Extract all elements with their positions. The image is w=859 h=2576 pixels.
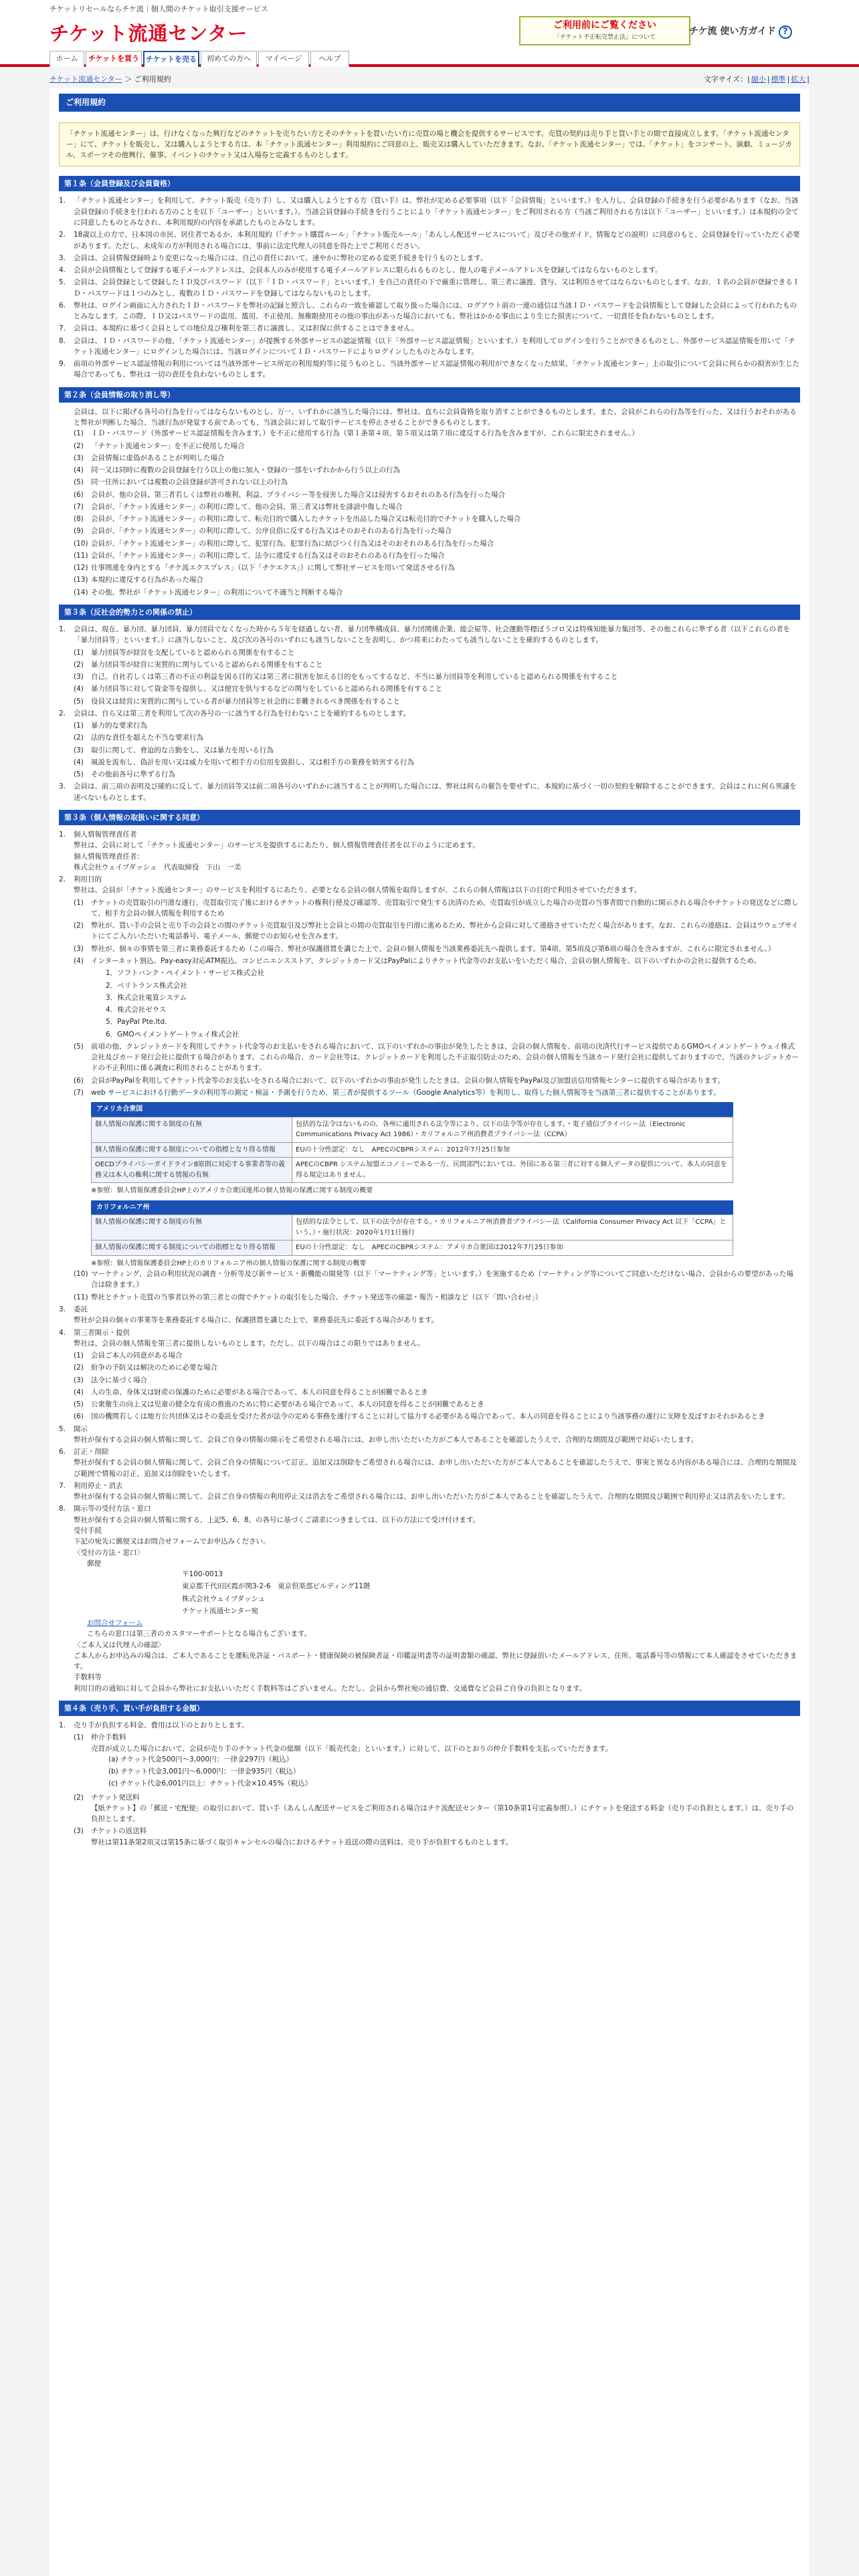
item-text: 下記の宛先に郵便又はお問合せフォームでお申込みください。: [74, 1537, 270, 1546]
item-text: 〈ご本人又は代理人の確認〉: [74, 1640, 165, 1649]
list-item: (1) 暴力的な要求行為: [74, 720, 800, 731]
list-item: 8. 会員は、ＩＤ・パスワードの他、「チケット流通センター」が提携する外部サービスの認証情報（以下「外部サービス認証情報」といいます。）を利用してログインを行うことができるものとし、外部サービス認証情報を用いて「チケット流通センター」にログインした場合には、当該ログインについてＩＤ・パスワードによりログインしたものとみなします。: [59, 336, 800, 358]
list-item: (1) 会員ご本人の同意がある場合: [74, 1350, 800, 1361]
item-text: 前項の外部サービス認証情報の利用については当該外部サービス所定の利用規約等に従うものとし、当該外部サービス認証情報の利用ができなくなった結果、「チケット流通センター」上の取引について会員に何らかの損害が生じた場合であっても、弊社は一切の責任を負わないものとします。: [74, 360, 799, 379]
site-tagline: チケットリセールならチケ流｜個人間のチケット取引支援サービス: [0, 0, 859, 16]
tab-home[interactable]: ホーム: [50, 51, 84, 67]
list-item: 2. 18歳以上の方で、日本国の市民、居住者であるか、本利用規約（「チケット購買ルール」「チケット販売ルール」「あんしん配送サービスについて」及びその他ガイド、情報などの説明）に同意のもと、会員登録を行っていただく必要があります。ただし、未成年の方が利用される場合には、事前に法定代理人の同意を得た上でご利用ください。: [59, 229, 800, 251]
item-text: 弊社が、個々の事情を第三者に業務委託するため（この場合、弊社が保護措置を講じた上で、会員の個人情報を当該業務委託先へ提供します。第4項、第5項及び第6項の場合を含みますが、これらに限定されません。）: [91, 944, 775, 953]
item-text: 利用目的の通知に対して会員から弊社にお支払いいただく手数料等はございません。ただし、会員から弊社宛の通信費、交通費など会員ご自身の負担となります。: [74, 1684, 587, 1693]
font-size-control: 文字サイズ：| 縮小 | 標準 | 拡大 |: [704, 75, 809, 84]
postal-address: [167, 1569, 800, 1616]
section-heading: 第２条（会員情報の取り消し等）: [59, 387, 800, 403]
list-item: (3) チケットの返送料 弊社は第11条第2項又は第15条に基づく取引キャンセルの場合におけるチケット返送の際の送料は、売り手が負担するものとします。: [74, 1826, 800, 1848]
item-text: 株式会社ウェイブダッシュ: [182, 1594, 266, 1603]
item-text: 国の機関若しくは地方公共団体又はその委託を受けた者が法令の定める事務を遂行することに対して協力する必要がある場合であって、本人の同意を得ることにより当該事務の遂行に支障を及ぼすおそれがあるとき: [91, 1412, 765, 1421]
table-header-cell: 個人情報の保護に関する制度の有無: [92, 1117, 292, 1142]
intro-box: 「チケット流通センター」は、行けなくなった興行などのチケットを売りたい方とそのチケットを買いたい方に売買の場と機会を提供するサービスです。売買の契約は売り手と買い手との間で直接成立します。「チケット流通センター」にて、チケットを販売し、又は購入しようとする方は、本「チケット流通センター」利用規約にご同意の上、販売又は購入していただきます。なお、「チケット流通センター」では、「チケット」をコンサート、演劇、ミュージカル、スポーツその他興行、催事、イベントのチケット又は入場券と定義するものとします。: [59, 122, 800, 167]
list-item: (6) 国の機関若しくは地方公共団体又はその委託を受けた者が法令の定める事務を遂行することに対して協力する必要がある場合であって、本人の同意を得ることにより当該事務の遂行に支障を及ぼすおそれがあるとき: [74, 1411, 800, 1422]
item-text: (b) チケット代金3,001円〜6,000円：一律金935円（税込）: [108, 1767, 300, 1776]
table-row: [92, 1215, 733, 1241]
notice-title: ご利用前にご覧ください: [553, 20, 656, 31]
list-item: [91, 992, 800, 1003]
item-text: こちらの窓口は第三者のカスタマーサポートとなる場合もございます。: [87, 1630, 312, 1638]
item-text: 5．PayPal Pte.ltd.: [106, 1018, 167, 1027]
item-text: ご本人からお申込みの場合は、ご本人であることを運転免許証・パスポート・健康保険の被保険者証・印鑑証明書等の証明書類の確認、弊社に登録頂いたメールアドレス、住所、電話番号等の情報にて本人確認をさせていただきます。: [74, 1651, 797, 1671]
item-text: 会員が、他の会員、第三者若しくは弊社の権利、利益、プライバシー等を侵害した場合又は侵害するおそれのある行為を行った場合: [91, 490, 505, 499]
item-text: 弊社は、会員が「チケット流通センター」のサービスを利用するにあたり、必要となる会員の個人情報を取得しますが、これらの個人情報は以下の目的で利用させていただきます。: [74, 886, 642, 895]
list-item: [91, 1004, 800, 1015]
item-text: 暴力的な要求行為: [91, 722, 147, 730]
fee-list: [91, 1754, 800, 1790]
table-caption: カリフォルニア州: [91, 1200, 733, 1215]
section-2-list: [74, 428, 800, 598]
item-text: その他、弊社が「チケット流通センター」の利用について不適当と判断する場合: [91, 588, 343, 597]
item-text: 〈受付の方法・窓口〉: [74, 1548, 144, 1557]
list-item: 9. 前項の外部サービス認証情報の利用については当該外部サービス所定の利用規約等に従うものとし、当該外部サービス認証情報の利用ができなくなった結果、「チケット流通センター」上の取引について会員に何らかの損害が生じた場合であっても、弊社は一切の責任を負わないものとします。: [59, 358, 800, 381]
item-text: 郵便: [87, 1559, 101, 1568]
guide-link[interactable]: [689, 24, 792, 39]
item-heading: 第三者開示・提供: [74, 1328, 130, 1337]
list-item: (13) 本規約に違反する行為があった場合: [74, 574, 800, 585]
list-item: (5) 前項の他、クレジットカードを利用してチケット代金等のお支払いをされる場合において、以下のいずれかの事由が発生したときは、会員の個人情報を、前項の決済代行サービス提供であるGMOペイメントゲートウェイ株式会社及びカード発行会社に提供する場合があります。これらの場合、カード会社等は、クレジットカードを利用した不正取引防止のため、会員の個人情報を当該カード発行会社に提供しておりますので、当該のクレジットカードの不正利用に係る調査に利用されることがあります。: [74, 1041, 800, 1074]
item-text: ＩＤ・パスワード（外部サービス認証情報を含みます。）を不正に使用する行為（第１条第４項、第５項又は第７項に違反する行為を含みますが、これらに限定されません。）: [91, 429, 639, 438]
item-heading: 訂正・削除: [74, 1448, 109, 1457]
item-heading: 仲介手数料: [91, 1733, 126, 1742]
item-text: (c) チケット代金6,001円以上：チケット代金×10.45%（税込）: [108, 1780, 312, 1788]
item-text: マーケティング、会員の利用状況の調査・分析等及び新サービス・新機能の開発等（以下「マーケティング等」といいます。）を実施するため（マーケティング等についてご同意いただけない場合、会員からの要望があった場合は除きます。）: [91, 1270, 793, 1289]
item-text: 取引に関して、脅迫的な言動をし、又は暴力を用いる行為: [91, 746, 274, 754]
item-text: 「チケット流通センター」を利用して、チケット販売（売り手）し、又は購入しようとする方（買い手）は、弊社が定める必要事項（以下「会員情報」といいます。）を入力し、会員登録の手続きを行う必要があります（なお、当該会員登録の手続きを行われる方のことを以下「ユーザー」といいます。）。当該会員登録の手続きを行うことにより「チケット流通センター」をご利用される方（当該ご利用される方は以下「ユーザー」といいます。）は本規約の全てに同意したものとみなされ、本利用規約の内容を承諾したものとみなします。: [74, 197, 799, 227]
item-heading: 個人情報管理責任者: [74, 831, 137, 839]
item-text: 会員ご本人の同意がある場合: [91, 1352, 183, 1360]
tab-buy[interactable]: チケットを買う: [86, 51, 142, 67]
item-heading: 委託: [74, 1305, 88, 1313]
item-text: 会員情報に虚偽があることが判明した場合: [91, 453, 225, 462]
item-text: 会員が、「チケット流通センター」の利用に際して、犯罪行為、犯罪行為に結びつく行為又はそのおそれのある行為を行った場合: [91, 539, 494, 548]
notice-subtitle: 「チケット不正転売禁止法」について: [553, 33, 656, 41]
section-3-sublist: [74, 720, 800, 780]
section-heading: 第３条（反社会的勢力との関係の禁止）: [59, 605, 800, 620]
item-text: 〒100-0013: [182, 1570, 223, 1579]
item-text: 東京都千代田区霞が関3-2-6 東京倶楽部ビルディング11階: [182, 1582, 371, 1591]
list-item: 1. 個人情報管理責任者 弊社は、会員に対して「チケット流通センター」のサービスを提供するにあたり、個人情報管理責任者を以下のように定めます。 個人情報管理責任者： 株式会社ウェイブダッシュ 代表取締役 下山 一美: [59, 829, 800, 873]
breadcrumb-home[interactable]: チケット流通センター: [50, 75, 122, 84]
list-item: (10) マーケティング、会員の利用状況の調査・分析等及び新サービス・新機能の開発等（以下「マーケティング等」といいます。）を実施するため（マーケティング等についてご同意いただけない場合、会員からの要望があった場合は除きます。）: [74, 1269, 800, 1291]
list-item: (2) 紛争の予防又は解決のために必要な場合: [74, 1362, 800, 1373]
list-item: 7. 会員は、本規約に基づく会員としての地位及び権利を第三者に譲渡し、又は担保に供することはできません。: [59, 323, 800, 334]
item-text: チケット流通センター宛: [182, 1606, 259, 1615]
list-item: 7. 利用停止・消去 弊社が保有する会員の個人情報に関して、会員ご自身の情報の利用停止又は消去をご希望される場合には、お申し出いただいた方がご本人であることを確認したうえで、合理的な期間及び範囲で利用停止又は消去をいたします。: [59, 1481, 800, 1503]
table-header-cell: 個人情報の保護に関する制度についての指標となり得る情報: [92, 1241, 292, 1256]
item-heading: 受付手続: [74, 1527, 102, 1535]
item-text: 18歳以上の方で、日本国の市民、居住者であるか、本利用規約（「チケット購買ルール」「チケット販売ルール」「あんしん配送サービスについて」及びその他ガイド、情報などの説明）に同意のもと、会員登録を行っていただく必要があります。ただし、未成年の方が利用される場合には、事前に法定代理人の同意を得た上でご利用ください。: [74, 231, 800, 250]
list-item: (8) 会員が、「チケット流通センター」の利用に際して、転売目的で購入したチケットを出品した場合又は転売目的でチケットを購入した場合: [74, 514, 800, 524]
item-text: 売買が成立した場合において、会員が売り手のチケット代金の総額（以下「販売代金」といいます。）に対して、以下のとおりの仲介手数料を支払っていただきます。: [91, 1744, 613, 1753]
list-item: 3. 会員は、会員情報登録時より変更になった場合には、自己の責任において、速やかに弊社の定める変更手続きを行うものとします。: [59, 253, 800, 263]
list-item: (2) 法的な責任を超えた不当な要求行為: [74, 732, 800, 743]
list-item: [167, 1581, 800, 1592]
item-text: 弊社が保有する会員の個人情報に関する、上記5、6、8、の各号に基づくご請求につきましては、以下の方法にて受け付けます。: [74, 1515, 480, 1524]
item-text: 暴力団員等に対して資金等を提供し、又は便宜を供与するなどの関与をしていると認められる関係を有すること: [91, 685, 442, 693]
list-item: (11) 弊社とチケット売買の当事者以外の第三者との間でチケットの取引をした場合、チケット発送等の確認・報告・相談など（以下「問い合わせ」）: [74, 1292, 800, 1303]
item-text: (a) チケット代金500円〜3,000円：一律金297円（税込）: [108, 1755, 294, 1763]
list-item: 4. 第三者開示・提供 弊社は、会員の個人情報を第三者に提供しないものとします。ただし、以下の場合はこの限りではありません。: [59, 1327, 800, 1350]
list-item: (4) インターネット割込、Pay-easy対応ATM振込、コンビニエンスストア、クレジットカード又はPayPalによりチケット代金等のお支払いをいただく場合、会員の個人情報を、以下のいずれかの会社に提供するため。: [74, 956, 800, 966]
item-text: web サービスにおける行動データの利用等の測定・検証・予測を行うため、第三者が提供するツール（Google Analytics等）を利用し、取得した個人情報等を当該第三者に提供することがあります。: [91, 1088, 721, 1097]
item-text: 弊社が保有する会員の個人情報に関して、会員ご自身の情報の開示をご希望される場合には、お申し出いただいた方がご本人であることを確認したうえで、合理的な期間及び範囲で対応いたします。: [74, 1435, 698, 1444]
item-text: 株式会社ウェイブダッシュ 代表取締役 下山 一美: [74, 863, 242, 871]
item-text: 暴力団員等が経営を支配していると認められる関係を有すること: [91, 648, 295, 657]
list-item: (14) その他、弊社が「チケット流通センター」の利用について不適当と判断する場合: [74, 587, 800, 598]
tab-mypage[interactable]: マイページ: [258, 51, 309, 67]
item-text: 会員は、会員情報登録時より変更になった場合には、自己の責任において、速やかに弊社の定める変更手続きを行うものとします。: [74, 253, 488, 262]
table-cell: 包括的な法令として、以下の法令が存在する。・カリフォルニア州消費者プライバシー法（California Consumer Privacy Act 以下「CCPA」という。）・施行状況：2020年1月1日施行: [292, 1215, 733, 1241]
list-item: (5) 同一住所においては複数の会員登録が許可されない以上の行為: [74, 477, 800, 488]
section-1-list: [59, 195, 800, 380]
item-text: 前項の他、クレジットカードを利用してチケット代金等のお支払いをされる場合において、以下のいずれかの事由が発生したときは、会員の個人情報を、前項の決済代行サービス提供であるGMOペイメントゲートウェイ株式会社及びカード発行会社に提供する場合があります。これらの場合、カード会社等は、クレジットカードを利用した不正取引防止のため、会員の個人情報を当該カード発行会社に提供しておりますので、当該のクレジットカードの不正利用に係る調査に利用されることがあります。: [91, 1042, 799, 1073]
table-header-cell: 個人情報の保護に関する制度の有無: [92, 1215, 292, 1241]
list-item: (3) 弊社が、個々の事情を第三者に業務委託するため（この場合、弊社が保護措置を講じた上で、会員の個人情報を当該業務委託先へ提供します。第4項、第5項及び第6項の場合を含みますが、これらに限定されません。）: [74, 944, 800, 954]
list-item: (10) 会員が、「チケット流通センター」の利用に際して、犯罪行為、犯罪行為に結びつく行為又はそのおそれのある行為を行った場合: [74, 538, 800, 549]
list-item: 5. 会員は、会員登録として登録したＩＤ及びパスワード（以下「ＩＤ・パスワード」といいます。）を自己の責任の下で厳重に管理し、第三者に譲渡、貸与、又は利用させてはならないものとします。なお、１名の会員が登録できるＩＤ・パスワードは１つのみとし、複数のＩＤ・パスワードを登録してはならないものとします。: [59, 277, 800, 299]
page-title: ご利用規約: [59, 94, 800, 112]
item-text: 弊社が保有する会員の個人情報に関して、会員ご自身の情報の利用停止又は消去をご希望される場合には、お申し出いただいた方がご本人であることを確認したうえで、合理的な期間及び範囲で利用停止又は消去をいたします。: [74, 1493, 789, 1501]
item-text: 会員は、前三項の表明及び確約に反して、暴力団員等又は前二項各号のいずれかに該当することが判明した場合には、弊社は何らの催告を要せずに、本規約に基づく一切の契約を解除することができます。会員はこれに何ら異議を述べないものとします。: [74, 782, 797, 802]
item-text: 本規約に違反する行為があった場合: [91, 576, 203, 584]
list-item: (3) 自己、自社若しくは第三者の不正の利益を図る目的又は第三者に損害を加える目的をもってするなど、不当に暴力団員等を利用していると認められる関係を有すること: [74, 671, 800, 682]
item-text: その他前各号に準ずる行為: [91, 770, 175, 779]
tab-beginners[interactable]: 初めての方へ: [201, 51, 257, 67]
item-text: 法的な責任を超えた不当な要求行為: [91, 734, 203, 742]
tab-help[interactable]: ヘルプ: [310, 51, 349, 67]
section-3-sublist: [74, 647, 800, 707]
table-header-cell: 個人情報の保護に関する制度についての指標となり得る情報: [92, 1142, 292, 1158]
font-small-button[interactable]: 縮小: [751, 75, 766, 84]
item-text: 会員は、ＩＤ・パスワードの他、「チケット流通センター」が提携する外部サービスの認証情報（以下「外部サービス認証情報」といいます。）を利用してログインを行うことができるものとし、外部サービス認証情報を用いて「チケット流通センター」にログインした場合には、当該ログインについてＩＤ・パスワードによりログインしたものとみなします。: [74, 336, 795, 356]
item-text: 4．株式会社ゼウス: [106, 1006, 167, 1014]
purpose-list: [74, 897, 800, 967]
section-heading: 第１条（会員登録及び会員資格）: [59, 176, 800, 191]
font-standard-button[interactable]: 標準: [771, 75, 786, 84]
item-text: 弊社は、会員に対して「チケット流通センター」のサービスを提供するにあたり、個人情報管理責任者を以下のように定めます。: [74, 841, 480, 850]
item-text: 法令に基づく場合: [91, 1376, 147, 1384]
table-cell: 包括的な法令はないものの、各州に適用される法令等により、以下の法令等が存在します。・電子通信プライバシー法（Electronic Communications Privacy Act 1986）・カリフォルニア州消費者プライバシー法（CCPA）: [292, 1117, 733, 1142]
list-item: 3. 会員は、前三項の表明及び確約に反して、暴力団員等又は前二項各号のいずれかに該当することが判明した場合には、弊社は何らの催告を要せずに、本規約に基づく一切の契約を解除することができます。会員はこれに何ら異議を述べないものとします。: [59, 781, 800, 803]
item-heading: 開示: [74, 1424, 88, 1433]
item-heading: 開示等の受付方法・窓口: [74, 1505, 151, 1513]
item-text: インターネット割込、Pay-easy対応ATM振込、コンビニエンスストア、クレジットカード又はPayPalによりチケット代金等のお支払いをいただく場合、会員の個人情報を、以下のいずれかの会社に提供するため。: [91, 956, 761, 965]
item-text: 会員が会員情報として登録する電子メールアドレスは、会員本人のみが使用する電子メールアドレスに限られるものとし、他人の電子メールアドレスを登録してはならないものとします。: [74, 266, 662, 275]
notice-banner[interactable]: [519, 16, 690, 45]
list-item: (5) 役員又は経営に実質的に関与している者が暴力団員等と社会的に非難されるべき関係を有すること: [74, 696, 800, 707]
list-item: [167, 1594, 800, 1604]
item-text: 仕事関連を身内とする「チケ流エクスプレス」（以下「チケエクス」）に関して弊社サービスを用いて発送させる行為: [91, 564, 455, 572]
section-heading: 第４条（売り手、買い手が負担する金額）: [59, 1701, 800, 1716]
item-text: 会員が、「チケット流通センター」の利用に際して、法令に違反する行為又はそのおそれのある行為を行った場合: [91, 551, 445, 560]
item-text: 個人情報管理責任者：: [74, 852, 144, 861]
font-large-button[interactable]: 拡大: [791, 75, 806, 84]
list-item: (4) 同一又は同時に複数の会員登録を行う以上の他に加入・登録の一部をいずれかから行う以上の行為: [74, 465, 800, 475]
third-party-list: [74, 1350, 800, 1422]
list-item: (3) 法令に基づく場合: [74, 1375, 800, 1386]
item-text: 弊社が会員の個々の事業等を業務委託する場合に、保護措置を講じた上で、業務委託先に委託する場合があります。: [74, 1316, 438, 1325]
item-text: 2．ベリトランス株式会社: [106, 981, 187, 990]
item-text: 人の生命、身体又は財産の保護のために必要がある場合であって、本人の同意を得ることが困難であるとき: [91, 1388, 428, 1396]
item-text: 会員が、「チケット流通センター」の利用に際して、公序良俗に反する行為又はそのおそれのある行為を行った場合: [91, 527, 452, 536]
list-item: (2) 「チケット流通センター」を不正に使用した場合: [74, 441, 800, 451]
site-header: [0, 16, 859, 49]
list-item: 2. 会員は、自ら又は第三者を利用して次の各号の一に該当する行為を行わないことを確約するものとします。: [59, 708, 800, 719]
list-item: (4) 風説を流布し、偽計を用い又は威力を用いて相手方の信用を毀損し、又は相手方の業務を妨害する行為: [74, 757, 800, 768]
guide-label: チケ流 使い方ガイド: [689, 26, 776, 37]
list-item: (3) 取引に関して、脅迫的な言動をし、又は暴力を用いる行為: [74, 745, 800, 756]
list-item: (6) 会員がPayPalを利用してチケット代金等のお支払いをされる場合において、以下のいずれかの事由が発生したときは、会員の個人情報をPayPal及び加盟店信用情報センターに提供する場合があります。: [74, 1075, 800, 1086]
table-caption: アメリカ合衆国: [91, 1102, 733, 1117]
reference-link[interactable]: ※参照：個人情報保護委員会HP上のカリフォルニア州の個人情報の保護に関する制度の概要: [91, 1259, 367, 1267]
item-text: 会員がPayPalを利用してチケット代金等のお支払いをされる場合において、以下のいずれかの事由が発生したときは、会員の個人情報をPayPal及び加盟店信用情報センターに提供する場合があります。: [91, 1076, 725, 1085]
contact-form-link[interactable]: お問合せフォーム: [87, 1619, 143, 1628]
item-text: 会員は、自ら又は第三者を利用して次の各号の一に該当する行為を行わないことを確約するものとします。: [74, 709, 411, 718]
list-item: (2) 弊社が、買い手の会員と売り手の会員との間のチケット売買取引及び弊社と会員との間の売買取引を円滑に進めるため、弊社から会員に対して連絡させていただく場合があります。なお、これらの連絡は、会員はウウェブサイトにてご入力いただいた電話番号、電子メール、郵便でのお知らせを含みます。: [74, 920, 800, 942]
item-text: 自己、自社若しくは第三者の不正の利益を図る目的又は第三者に損害を加える目的をもってするなど、不当に暴力団員等を利用していると認められる関係を有すること: [91, 673, 618, 681]
list-item: (7) web サービスにおける行動データの利用等の測定・検証・予測を行うため、第三者が提供するツール（Google Analytics等）を利用し、取得した個人情報等を当該第三者に提供することがあります。: [74, 1087, 800, 1098]
site-logo[interactable]: チケット流通センター: [50, 22, 248, 45]
country-table: [91, 1102, 733, 1183]
item-text: 会員は、現在、暴力団、暴力団員、暴力団員でなくなった時から５年を経過しない者、暴力団準構成員、暴力団関係企業、総会屋等、社会運動等標ぼうゴロ又は特殊知能暴力集団等、その他これらに準ずる者（以下これらの者を「暴力団員等」といいます。）に該当しないこと、及び次の各号のいずれにも該当しないことを表明し、かつ将来にわたっても該当しないことを確約するものとします。: [74, 625, 790, 645]
list-item: [91, 1766, 800, 1777]
item-text: 暴力団員等が経営に実質的に関与していると認められる関係を有すること: [91, 660, 323, 669]
list-item: 1. 会員は、現在、暴力団、暴力団員、暴力団員でなくなった時から５年を経過しない者、暴力団準構成員、暴力団関係企業、総会屋等、社会運動等標ぼうゴロ又は特殊知能暴力集団等、その他これらに準ずる者（以下これらの者を「暴力団員等」といいます。）に該当しないこと、及び次の各号のいずれにも該当しないことを表明し、かつ将来にわたっても該当しないことを確約するものとします。: [59, 624, 800, 646]
help-circle-icon: ?: [779, 25, 792, 39]
terms-content: [50, 88, 809, 2576]
item-heading: 利用目的: [74, 875, 102, 884]
list-item: 4. 会員が会員情報として登録する電子メールアドレスは、会員本人のみが使用する電子メールアドレスに限られるものとし、他人の電子メールアドレスを登録してはならないものとします。: [59, 265, 800, 276]
table-row: [92, 1142, 733, 1158]
table-row: [92, 1158, 733, 1183]
list-item: 1. 「チケット流通センター」を利用して、チケット販売（売り手）し、又は購入しようとする方（買い手）は、弊社が定める必要事項（以下「会員情報」といいます。）を入力し、会員登録の手続きを行う必要があります（なお、当該会員登録の手続きを行われる方のことを以下「ユーザー」といいます。）。当該会員登録の手続きを行うことにより「チケット流通センター」をご利用される方（当該ご利用される方は以下「ユーザー」といいます。）は本規約の全てに同意したものとみなされ、本利用規約の内容を承諾したものとみなします。: [59, 195, 800, 228]
list-item: 6. 訂正・削除 弊社が保有する会員の個人情報に関して、会員ご自身の情報について訂正、追加又は削除をご希望される場合には、お申し出いただいた方がご本人であることを確認したうえで、事実と異なる内容がある場合には、合理的な期間及び範囲で情報の訂正、追加又は削除をいたします。: [59, 1446, 800, 1479]
item-text: 弊社は、会員の個人情報を第三者に提供しないものとします。ただし、以下の場合はこの限りではありません。: [74, 1339, 425, 1348]
list-item: (12) 仕事関連を身内とする「チケ流エクスプレス」（以下「チケエクス」）に関して弊社サービスを用いて発送させる行為: [74, 562, 800, 573]
item-text: 弊社は第11条第2項又は第15条に基づく取引キャンセルの場合におけるチケット返送の際の送料は、売り手が負担するものとします。: [91, 1838, 513, 1846]
list-item: (5) その他前各号に準ずる行為: [74, 769, 800, 780]
list-item: (9) 会員が、「チケット流通センター」の利用に際して、公序良俗に反する行為又はそのおそれのある行為を行った場合: [74, 526, 800, 536]
item-text: 公衆衛生の向上又は児童の健全な育成の推進のために特に必要がある場合であって、本人の同意を得ることが困難であるとき: [91, 1400, 484, 1409]
item-text: 会員が、「チケット流通センター」の利用に際して、他の会員、第三者又は弊社を誹謗中傷した場合: [91, 502, 403, 511]
list-item: (1) ＩＤ・パスワード（外部サービス認証情報を含みます。）を不正に使用する行為（第１条第４項、第５項又は第７項に違反する行為を含みますが、これらに限定されません。）: [74, 428, 800, 439]
item-text: 同一又は同時に複数の会員登録を行う以上の他に加入・登録の一部をいずれかから行う以上の行為: [91, 466, 400, 475]
table-row: [92, 1117, 733, 1142]
list-item: [91, 1016, 800, 1027]
list-item: (3) 会員情報に虚偽があることが判明した場合: [74, 453, 800, 463]
table-row: [92, 1241, 733, 1256]
item-text: 【紙チケット】の「郵送・宅配便」の取引において、買い手（あんしん配送サービスをご利用される場合はチケ流配送センター（第10条第1号定義参照）。）にチケットを発送する料金（売り手の負担とします。）は、売り手の負担とします。: [91, 1804, 794, 1824]
table-header-cell: OECDプライバシーガイドライン8原則に対応する事業者等の義務又は本人の権利に関する情報の有無: [92, 1158, 292, 1183]
item-text: 会員は、本規約に基づく会員としての地位及び権利を第三者に譲渡し、又は担保に供することはできません。: [74, 324, 419, 333]
list-item: 1. 売り手が負担する料金、費用は以下のとおりとします。: [59, 1720, 800, 1731]
item-text: 売り手が負担する料金、費用は以下のとおりとします。: [74, 1721, 249, 1730]
list-item: [167, 1569, 800, 1580]
list-item: (4) 人の生命、身体又は財産の保護のために必要がある場合であって、本人の同意を得ることが困難であるとき: [74, 1387, 800, 1398]
item-heading: 利用停止・消去: [74, 1481, 123, 1490]
country-table: [91, 1200, 733, 1256]
item-heading: チケット発送料: [91, 1793, 140, 1802]
tab-sell[interactable]: チケットを売る: [143, 51, 199, 67]
list-item: (6) 会員が、他の会員、第三者若しくは弊社の権利、利益、プライバシー等を侵害した場合又は侵害するおそれのある行為を行った場合: [74, 490, 800, 500]
breadcrumb-separator: ＞: [122, 75, 134, 84]
list-item: 6. 弊社は、ログイン画面に入力されたＩＤ・パスワードを弊社の記録と照合し、これらの一致を確認して取り扱った場合には、ログアウト前の一連の通信は当該ＩＤ・パスワードを会員情報として登録した会員によって行われたものとみなします。この際、ＩＤ又はパスワードの盗用、濫用、不正使用、無権限使用その他の事由があった場合においても、弊社はかかる事由により生じた損害について、一切責任を負わないものとします。: [59, 300, 800, 322]
list-item: (7) 会員が、「チケット流通センター」の利用に際して、他の会員、第三者又は弊社を誹謗中傷した場合: [74, 502, 800, 512]
font-size-label: 文字サイズ：: [704, 75, 748, 84]
item-text: 1．ソフトバンク・ペイメント・サービス株式会社: [106, 969, 265, 978]
list-item: (4) 暴力団員等に対して資金等を提供し、又は便宜を供与するなどの関与をしていると認められる関係を有すること: [74, 683, 800, 694]
table-cell: APECのCBPR システム加盟エコノミーである一方、民間部門においては、外国にある第三者に対する個人データの提供について、本人の同意を得る規定はありません。: [292, 1158, 733, 1183]
list-item: 5. 開示 弊社が保有する会員の個人情報に関して、会員ご自身の情報の開示をご希望される場合には、お申し出いただいた方がご本人であることを確認したうえで、合理的な期間及び範囲で対応いたします。: [59, 1424, 800, 1446]
list-item: [91, 980, 800, 991]
breadcrumb-current: ご利用規約: [134, 75, 171, 84]
reference-link[interactable]: ※参照：個人情報保護委員会HP上のアメリカ合衆国連邦の個人情報の保護に関する制度の概要: [91, 1187, 373, 1195]
section-heading: 第３条（個人情報の取扱いに関する同意）: [59, 810, 800, 825]
list-item: [91, 968, 800, 978]
item-text: チケットの売買取引の円滑な遂行、売買取引完了後におけるチケットの権利行使及び確認等、売買取引で発生する決済のため、売買取引が成立した場合の売買の当事者間で自動的に開示される場合やチケットの発送などに際して、相手方会員の個人情報を利用するため: [91, 898, 799, 918]
item-text: 役員又は経営に実質的に関与している者が暴力団員等と社会的に非難されるべき関係を有すること: [91, 697, 400, 706]
item-text: 風説を流布し、偽計を用い又は威力を用いて相手方の信用を毀損し、又は相手方の業務を妨害する行為: [91, 758, 414, 766]
item-text: 「チケット流通センター」を不正に使用した場合: [91, 441, 245, 450]
list-item: (11) 会員が、「チケット流通センター」の利用に際して、法令に違反する行為又はそのおそれのある行為を行った場合: [74, 550, 800, 561]
list-item: (1) チケットの売買取引の円滑な遂行、売買取引完了後におけるチケットの権利行使及び確認等、売買取引で発生する決済のため、売買取引が成立した場合の売買の当事者間で自動的に開示される場合やチケットの発送などに際して、相手方会員の個人情報を利用するため: [74, 897, 800, 920]
item-heading: チケットの返送料: [91, 1827, 147, 1836]
list-item: (2) 暴力団員等が経営に実質的に関与していると認められる関係を有すること: [74, 659, 800, 670]
table-cell: EUの十分性認定：なし APECのCBPRシステム：2012年7月25日参加: [292, 1142, 733, 1158]
item-text: 6．GMOペイメントゲートウェイ株式会社: [106, 1030, 240, 1039]
item-text: 弊社が保有する会員の個人情報に関して、会員ご自身の情報について訂正、追加又は削除をご希望される場合には、お申し出いただいた方がご本人であることを確認したうえで、事実と異なる内容がある場合には、合理的な期間及び範囲で情報の訂正、追加又は削除をいたします。: [74, 1459, 797, 1478]
main-nav: [0, 49, 859, 67]
item-text: 会員は、会員登録として登録したＩＤ及びパスワード（以下「ＩＤ・パスワード」といいます。）を自己の責任の下で厳重に管理し、第三者に譲渡、貸与、又は利用させてはならないものとします。なお、１名の会員が登録できるＩＤ・パスワードは１つのみとし、複数のＩＤ・パスワードを登録してはならないものとします。: [74, 278, 800, 298]
list-item: 8. 開示等の受付方法・窓口 弊社が保有する会員の個人情報に関する、上記5、6、8、の各号に基づくご請求につきましては、以下の方法にて受け付けます。 受付手続 下記の宛先に郵便又はお問合せフォームでお申込みください。 〈受付の方法・窓口〉 郵便 〒100-0013 東京都千代田区霞が関3-2-6 東京倶楽部ビルディング11階 株式会社ウェイブダッシュ チケット流通センター宛 お問合せフォーム こちらの窓口は第三者のカスタマーサポートとなる場合もございます。 〈ご本人又は代理人の確認〉 ご本人からお申込みの場合は、ご本人であることを運転免許証・パスポート・健康保険の被保険者証・印鑑証明書等の証明書類の確認、弊社に登録頂いたメールアドレス、住所、電話番号等の情報にて本人確認をさせていただきます。 手数料等 利用目的の通知に対して会員から弊社にお支払いいただく手数料等はございません。ただし、会員から弊社宛の通信費、交通費など会員ご自身の負担となります。: [59, 1503, 800, 1694]
list-item: (5) 公衆衛生の向上又は児童の健全な育成の推進のために特に必要がある場合であって、本人の同意を得ることが困難であるとき: [74, 1399, 800, 1410]
company-list: [91, 968, 800, 1040]
item-text: 会員が、「チケット流通センター」の利用に際して、転売目的で購入したチケットを出品した場合又は転売目的でチケットを購入した場合: [91, 515, 521, 524]
table-cell: EUの十分性認定：なし APECのCBPRシステム：アメリカ合衆国は2012年7月25日参加: [292, 1241, 733, 1256]
section-2-lead: 会員は、以下に掲げる各号の行為を行ってはならないものとし、万一、いずれかに該当した場合には、弊社は、直ちに会員資格を取り消すことができるものとします。また、会員がこれらの行為等を行った、又は行うおそれがあると弊社が判断した場合、当該行為が発覚する前であっても、当該会員に対して取引サービスを停止させることができるものとします。: [74, 407, 797, 427]
item-text: 同一住所においては複数の会員登録が許可されない以上の行為: [91, 478, 288, 487]
item-heading: 手数料等: [74, 1673, 102, 1682]
list-item: 3. 委託 弊社が会員の個々の事業等を業務委託する場合に、保護措置を講じた上で、業務委託先に委託する場合があります。: [59, 1304, 800, 1326]
list-item: [91, 1029, 800, 1040]
list-item: (1) 仲介手数料 売買が成立した場合において、会員が売り手のチケット代金の総額（以下「販売代金」といいます。）に対して、以下のとおりの仲介手数料を支払っていただきます。 (a) チケット代金500円〜3,000円：一律金297円（税込） (b) チケット代金3,001円〜6,000円：一律金935円（税込） (c) チケット代金6,001円以上：チケット代金×10.45%（税込）: [74, 1732, 800, 1790]
list-item: (1) 暴力団員等が経営を支配していると認められる関係を有すること: [74, 647, 800, 658]
list-item: (2) チケット発送料 【紙チケット】の「郵送・宅配便」の取引において、買い手（あんしん配送サービスをご利用される場合はチケ流配送センター（第10条第1号定義参照）。）にチケットを発送する料金（売り手の負担とします。）は、売り手の負担とします。: [74, 1792, 800, 1825]
item-text: 弊社とチケット売買の当事者以外の第三者との間でチケットの取引をした場合、チケット発送等の確認・報告・相談など（以下「問い合わせ」）: [91, 1293, 543, 1301]
item-text: 紛争の予防又は解決のために必要な場合: [91, 1364, 217, 1372]
list-item: [91, 1754, 800, 1765]
breadcrumb: [0, 67, 859, 88]
list-item: 2. 利用目的 弊社は、会員が「チケット流通センター」のサービスを利用するにあたり、必要となる会員の個人情報を取得しますが、これらの個人情報は以下の目的で利用させていただきます。: [59, 874, 800, 896]
item-text: 弊社は、ログイン画面に入力されたＩＤ・パスワードを弊社の記録と照合し、これらの一致を確認して取り扱った場合には、ログアウト前の一連の通信は当該ＩＤ・パスワードを会員情報として登録した会員によって行われたものとみなします。この際、ＩＤ又はパスワードの盗用、濫用、不正使用、無権限使用その他の事由があった場合においても、弊社はかかる事由により生じた損害について、一切責任を負わないものとします。: [74, 301, 797, 321]
list-item: [91, 1778, 800, 1789]
list-item: [167, 1606, 800, 1616]
item-text: 弊社が、買い手の会員と売り手の会員との間のチケット売買取引及び弊社と会員との間の売買取引を円滑に進めるため、弊社から会員に対して連絡させていただく場合があります。なお、これらの連絡は、会員はウウェブサイトにてご入力いただいた電話番号、電子メール、郵便でのお知らせを含みます。: [91, 922, 799, 941]
item-text: 3．株式会社電算システム: [106, 993, 187, 1002]
